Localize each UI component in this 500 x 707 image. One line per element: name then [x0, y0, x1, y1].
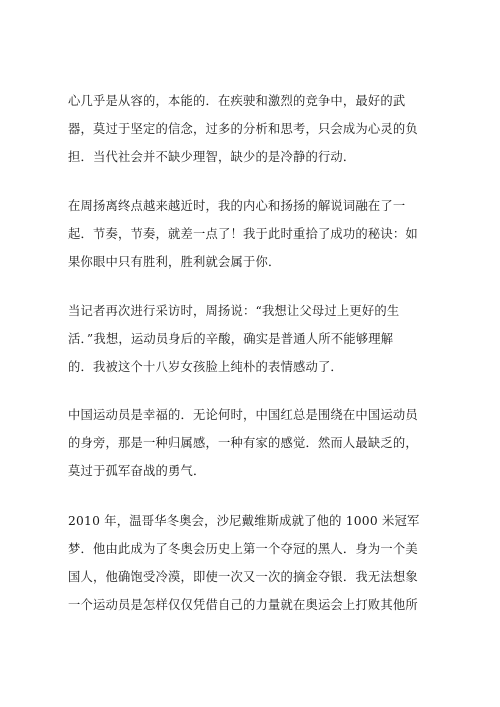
paragraph-2-line-2: 起．节奏，节奏，就差一点了！我于此时重拾了成功的秘诀：如: [68, 227, 418, 241]
paragraph-3-line-1: 当记者再次进行采访时，周扬说：“我想让父母过上更好的生: [68, 304, 400, 318]
paragraph-3-line-2: 活．”我想，运动员身后的辛酸，确实是普通人所不能够理解: [68, 332, 394, 346]
paragraph-4-line-1: 中国运动员是幸福的．无论何时，中国红总是围绕在中国运动员: [68, 408, 418, 422]
paragraph-1-line-1: 心几乎是从容的，本能的．在疾驶和激烈的竞争中，最好的武: [68, 94, 406, 108]
paragraph-5-line-3: 国人，他确饱受冷漠，即使一次又一次的摘金夺银．我无法想象: [68, 570, 418, 584]
paragraph-4-line-2: 的身旁，那是一种归属感，一种有家的感觉．然而人最缺乏的，: [68, 436, 418, 450]
paragraph-1-line-3: 担．当代社会并不缺少理智，缺少的是冷静的行动．: [68, 150, 356, 164]
paragraph-1-line-2: 器，莫过于坚定的信念，过多的分析和思考，只会成为心灵的负: [68, 122, 418, 136]
paragraph-5-line-1: 2010 年，温哥华冬奥会，沙尼戴维斯成就了他的 1000 米冠军: [68, 514, 420, 528]
paragraph-5-line-2: 梦．他由此成为了冬奥会历史上第一个夺冠的黑人．身为一个美: [68, 542, 418, 556]
paragraph-2-line-3: 果你眼中只有胜利，胜利就会属于你．: [68, 255, 281, 269]
paragraph-5-line-4: 一个运动员是怎样仅仅凭借自己的力量就在奥运会上打败其他所: [68, 598, 418, 612]
paragraph-4-line-3: 莫过于孤军奋战的勇气．: [68, 464, 206, 478]
paragraph-2-line-1: 在周扬离终点越来越近时，我的内心和扬扬的解说词融在了一: [68, 199, 406, 213]
paragraph-3-line-3: 的．我被这个十八岁女孩脸上纯朴的表情感动了．: [68, 360, 343, 374]
